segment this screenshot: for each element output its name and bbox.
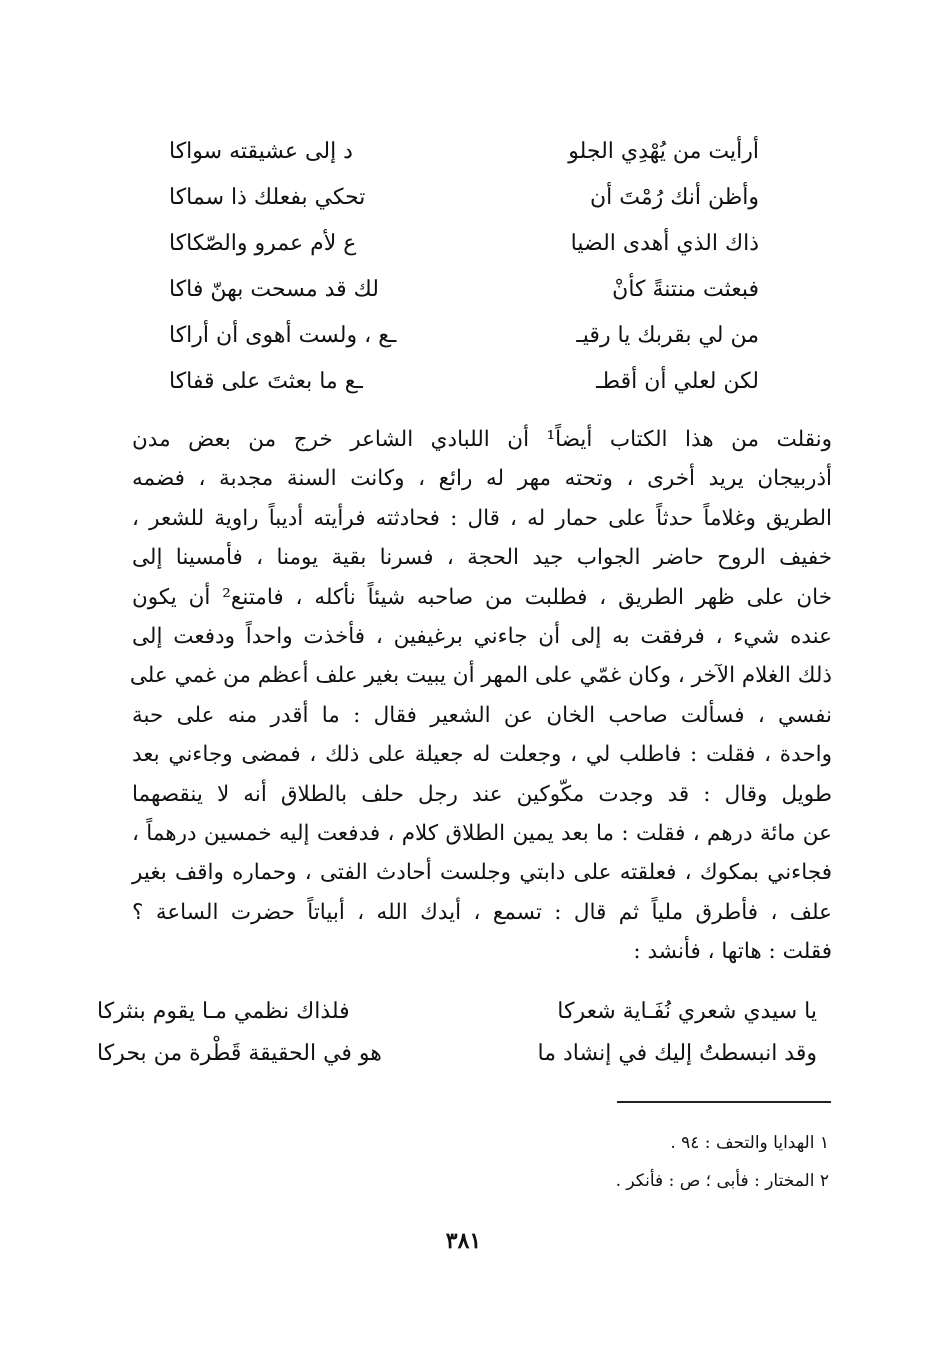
prose-line: خان على ظهر الطريق ، فطلبت من صاحبه شيئاً نأكله ، فامتنع² أن يكون [132,584,832,610]
verse-second-hemistich: تحكي بفعلك ذا سماكا [169,184,366,210]
verse-second-hemistich: ع لأم عمرو والصّكاكا [169,230,357,256]
verse-first-hemistich: لكن لعلي أن أقطـ [596,368,759,394]
footnote-1: ١ الهدايا والتحف : ٩٤ . [670,1133,829,1153]
prose-line: ونقلت من هذا الكتاب أيضاً¹ أن اللبادي الشاعر خرج من بعض مدن [132,427,832,452]
verse [169,174,759,220]
poem-top [169,128,759,404]
verse-second-hemistich: د إلى عشيقته سواكا [169,138,353,164]
prose-line: الطريق وغلاماً حدثاً على حمار له ، قال : فحادثته فرأيته أديباً راوية للشعر ، [132,505,832,531]
verse [169,358,759,404]
verse [97,990,817,1032]
verse-second-hemistich: لك قد مسحت بهنّ فاكا [169,276,379,302]
prose-line: فقلت : هاتها ، فأنشد : [633,939,832,965]
prose-line: علف ، فأطرق ملياً ثم قال : تسمع ، أيدك الله ، أبياتاً حضرت الساعة ؟ [132,899,832,925]
verse-first-hemistich: وأظن أنك رُمْتَ أن [589,184,759,210]
verse-first-hemistich: من لي بقربك يا رقيـ [576,322,759,348]
verse-second-hemistich: هو في الحقيقة قَطْرة من بحركا [97,1040,382,1066]
prose-line: ذلك الغلام الآخر ، وكان غمّي على المهر أن يبيت بغير علف أعظم من غمي على [129,663,832,689]
verse-second-hemistich: ـع ما بعثتَ على قفاكا [169,368,363,394]
page-number: ٣٨١ [445,1228,482,1254]
prose-line: واحدة ، فقلت : فاطلب لي ، وجعلت له جعيلة على ذلك ، فمضى وجاءني بعد [132,742,833,768]
prose-line: فجاءني بمكوك ، فعلقته على دابتي وجلست أحادث الفتى ، وحماره واقف بغير [132,860,832,886]
footnote-divider [617,1101,831,1103]
verse-first-hemistich: فبعثت منتنةً كأنْ [612,276,759,302]
prose-line: طويل وقال : قد وجدت مكّوكين عند رجل حلف بالطلاق أنه لا ينقصهما [132,781,832,807]
verse-first-hemistich: أرأيت من يُهْدِي الجلو [568,138,759,164]
verse [169,312,759,358]
verse-first-hemistich: وقد انبسطتُ إليك في إنشاد ما [537,1040,817,1066]
footnote-2: ٢ المختار : فأبى ؛ ص : فأنكر . [615,1171,829,1191]
poem-bottom [97,990,817,1074]
verse-second-hemistich: فلذاك نظمي مـا يقوم بنثركا [97,998,350,1024]
verse [169,128,759,174]
prose-line: عنده شيء ، فرفقت به إلى أن جاءني برغيفين ، فأخذت واحداً ودفعت إلى [132,624,832,650]
verse-second-hemistich: ـع ، ولست أهوى أن أراكا [169,322,397,348]
prose-line: خفيف الروح حاضر الجواب جيد الحجة ، فسرنا بقية يومنا ، فأمسينا إلى [132,545,832,571]
footnotes [329,1124,829,1200]
verse [169,220,759,266]
verse-first-hemistich: ذاك الذي أهدى الضيا [570,230,759,256]
prose-line: عن مائة درهم ، فقلت : ما بعد يمين الطلاق كلام ، فدفعت إليه خمسين درهماً ، [132,821,832,847]
verse [169,266,759,312]
prose-line: أذربيجان يريد أخرى ، وتحته مهر له رائع ، وكانت السنة مجدبة ، فضمه [132,466,832,492]
verse [97,1032,817,1074]
prose-line: نفسي ، فسألت صاحب الخان عن الشعير فقال : ما أقدر منه على حبة [132,702,832,728]
prose-paragraph [129,420,833,972]
verse-first-hemistich: يا سيدي شعري نُفَـاية شعركا [557,998,817,1024]
